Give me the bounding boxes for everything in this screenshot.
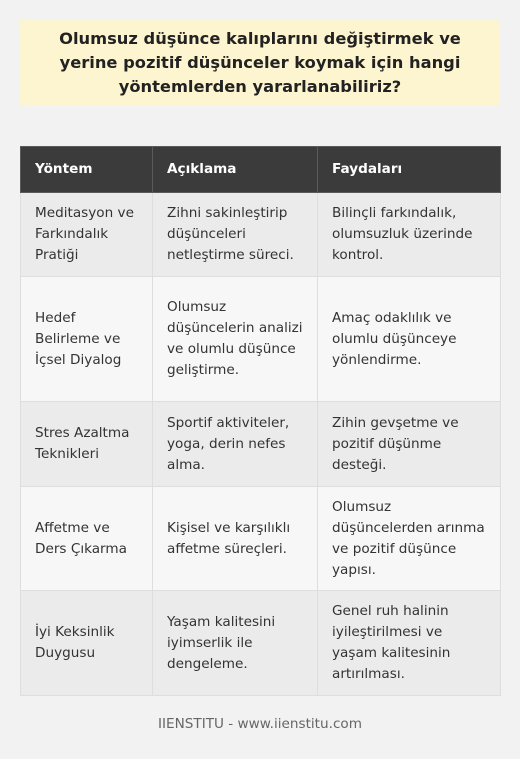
cell-benefits: Zihin gevşetme ve pozitif düşünme desteği. <box>318 402 501 487</box>
cell-description: Zihni sakinleştirip düşünceleri netleştirme süreci. <box>153 193 318 277</box>
methods-table <box>20 146 501 696</box>
cell-method: Meditasyon ve Farkındalık Pratiği <box>21 193 153 277</box>
column-header-description: Açıklama <box>153 147 318 193</box>
footer-credit: IIENSTITU - www.iienstitu.com <box>158 716 362 732</box>
cell-method: Affetme ve Ders Çıkarma <box>21 487 153 591</box>
table-row <box>21 193 501 277</box>
cell-benefits: Olumsuz düşüncelerden arınma ve pozitif düşünce yapısı. <box>318 487 501 591</box>
table-row <box>21 591 501 696</box>
column-header-method: Yöntem <box>21 147 153 193</box>
cell-description: Kişisel ve karşılıklı affetme süreçleri. <box>153 487 318 591</box>
cell-benefits: Amaç odaklılık ve olumlu düşünceye yönlendirme. <box>318 277 501 402</box>
cell-method: Stres Azaltma Teknikleri <box>21 402 153 487</box>
question-banner <box>20 20 500 106</box>
table-row <box>21 277 501 402</box>
table-row <box>21 487 501 591</box>
cell-description: Olumsuz düşüncelerin analizi ve olumlu düşünce geliştirme. <box>153 277 318 402</box>
cell-method: Hedef Belirleme ve İçsel Diyalog <box>21 277 153 402</box>
table-header-row <box>21 147 501 193</box>
cell-method: İyi Keksinlik Duygusu <box>21 591 153 696</box>
column-header-benefits: Faydaları <box>318 147 501 193</box>
cell-benefits: Genel ruh halinin iyileştirilmesi ve yaşam kalitesinin artırılması. <box>318 591 501 696</box>
cell-benefits: Bilinçli farkındalık, olumsuzluk üzerinde kontrol. <box>318 193 501 277</box>
cell-description: Sportif aktiviteler, yoga, derin nefes alma. <box>153 402 318 487</box>
page-title: Olumsuz düşünce kalıplarını değiştirmek ve yerine pozitif düşünceler koymak için hangi yöntemlerden yararlanabiliriz? <box>59 29 461 96</box>
cell-description: Yaşam kalitesini iyimserlik ile dengeleme. <box>153 591 318 696</box>
table-row <box>21 402 501 487</box>
